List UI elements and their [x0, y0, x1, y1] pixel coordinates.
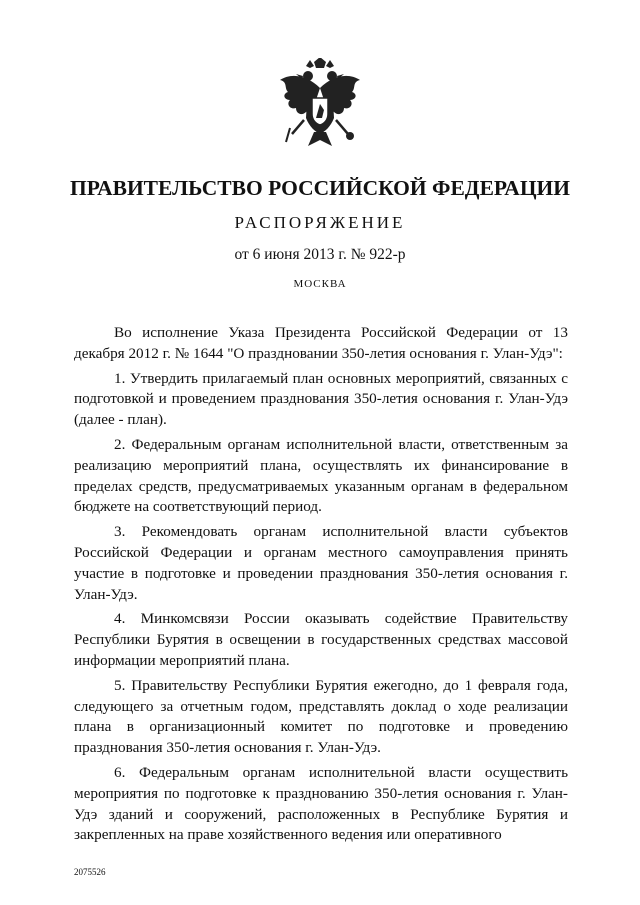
paragraph-item-3: 3. Рекомендовать органам исполнительной власти субъектов Российской Федерации и органам местного самоуправления принять участие в подготовке и проведении празднования 350-летия основания г. Улан-Удэ. — [74, 523, 568, 603]
coat-of-arms-icon — [274, 58, 366, 158]
paragraph-item-5: 5. Правительству Республики Бурятия ежегодно, до 1 февраля года, следующего за отчетным годом, представлять доклад о ходе реализации плана в организационный комитет по подготовке и проведению празднования 350-летия основания г. Улан-Удэ. — [74, 676, 568, 757]
paragraph-preamble: Во исполнение Указа Президента Российской Федерации от 13 декабря 2012 г. № 1644 "О праздновании 350-летия основания г. Улан-Удэ": — [74, 324, 568, 362]
document-city: МОСКВА — [293, 278, 347, 290]
document-body — [74, 323, 568, 850]
paragraph-item-6: 6. Федеральным органам исполнительной власти осуществить мероприятия по подготовке к празднованию 350-летия основания г. Улан-Удэ зданий и сооружений, расположенных в Республике Бурятия и закрепленных на праве хозяйственного ведения или оперативного — [74, 763, 568, 844]
document-type: РАСПОРЯЖЕНИЕ — [234, 213, 406, 232]
paragraph-item-1: 1. Утвердить прилагаемый план основных мероприятий, связанных с подготовкой и проведением празднования 350-летия основания г. Улан-Удэ (далее - план). — [74, 369, 568, 429]
paragraph-item-2: 2. Федеральным органам исполнительной власти, ответственным за реализацию мероприятий плана, осуществлять их финансирование в пределах средств, предусматриваемых указанным органам в федеральном бюджете на соответствующий период. — [74, 435, 568, 516]
document-barcode-number: 2075526 — [74, 867, 106, 877]
paragraph-item-4: 4. Минкомсвязи России оказывать содействие Правительству Республики Бурятия в освещении в государственных средствах массовой информации мероприятий плана. — [74, 610, 568, 669]
document-date-number: от 6 июня 2013 г. № 922-р — [234, 246, 406, 263]
government-title: ПРАВИТЕЛЬСТВО РОССИЙСКОЙ ФЕДЕРАЦИИ — [69, 176, 570, 200]
